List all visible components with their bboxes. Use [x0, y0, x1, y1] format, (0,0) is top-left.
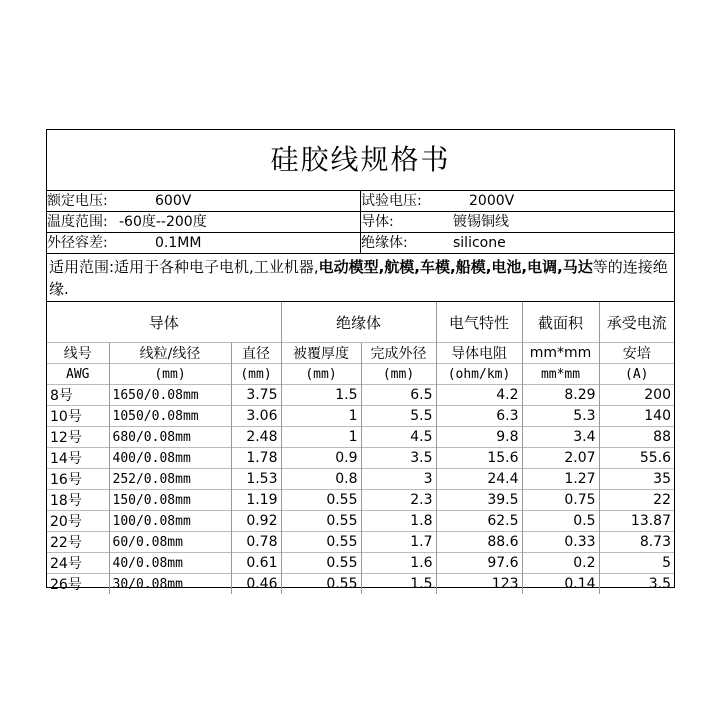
spec-cell-right [360, 212, 674, 232]
table-cell: 2.07 [522, 448, 599, 469]
table-cell: 22 [599, 490, 674, 511]
unit-label: (mm) [361, 364, 436, 385]
spec-cell-right [360, 233, 674, 253]
table-cell: 150/0.08mm [109, 490, 231, 511]
spec-label: 外径容差: [47, 235, 108, 251]
table-cell: 4.5 [361, 427, 436, 448]
table-cell: 6.3 [436, 406, 522, 427]
unit-label: (mm) [109, 364, 231, 385]
table-cell: 0.55 [281, 553, 361, 574]
table-cell: 88.6 [436, 532, 522, 553]
table-cell: 1.5 [281, 385, 361, 406]
table-row [47, 511, 674, 532]
column-header: 安培 [599, 343, 674, 364]
spec-label: 温度范围: [47, 214, 108, 230]
table-cell: 0.75 [522, 490, 599, 511]
table-cell: 22号 [47, 532, 109, 553]
column-header: 直径 [231, 343, 281, 364]
unit-label: (mm) [231, 364, 281, 385]
table-cell: 1 [281, 427, 361, 448]
table-cell: 26号 [47, 574, 109, 595]
table-cell: 60/0.08mm [109, 532, 231, 553]
table-cell: 62.5 [436, 511, 522, 532]
column-header: mm*mm [522, 343, 599, 364]
table-cell: 55.6 [599, 448, 674, 469]
table-cell: 0.33 [522, 532, 599, 553]
table-cell: 8.29 [522, 385, 599, 406]
table-row [47, 490, 674, 511]
table-cell: 0.14 [522, 574, 599, 595]
spec-label: 额定电压: [47, 193, 108, 209]
table-cell: 3.75 [231, 385, 281, 406]
spec-table [47, 302, 674, 594]
table-cell: 18号 [47, 490, 109, 511]
table-cell: 0.2 [522, 553, 599, 574]
table-cell: 1 [281, 406, 361, 427]
table-row [47, 469, 674, 490]
table-cell: 20号 [47, 511, 109, 532]
table-cell: 3 [361, 469, 436, 490]
spec-value: 2000V [469, 193, 515, 209]
column-header: 被覆厚度 [281, 343, 361, 364]
table-cell: 12号 [47, 427, 109, 448]
spec-cell-left [47, 212, 360, 232]
table-cell: 1.6 [361, 553, 436, 574]
column-header: 线号 [47, 343, 109, 364]
table-cell: 0.8 [281, 469, 361, 490]
table-cell: 24号 [47, 553, 109, 574]
table-cell: 2.48 [231, 427, 281, 448]
table-cell: 39.5 [436, 490, 522, 511]
table-cell: 0.5 [522, 511, 599, 532]
table-cell: 252/0.08mm [109, 469, 231, 490]
spec-row [47, 191, 674, 212]
spec-value: -60度--200度 [119, 214, 207, 230]
group-current: 承受电流 [599, 302, 674, 343]
column-header-row [47, 343, 674, 364]
unit-label: (mm) [281, 364, 361, 385]
table-cell: 100/0.08mm [109, 511, 231, 532]
applications-suffix: 等的连接绝缘. [49, 258, 668, 298]
table-cell: 97.6 [436, 553, 522, 574]
table-cell: 200 [599, 385, 674, 406]
table-cell: 5 [599, 553, 674, 574]
sheet-title: 硅胶线规格书 [47, 130, 674, 191]
spec-label: 试验电压: [361, 193, 422, 209]
group-cross-section: 截面积 [522, 302, 599, 343]
applications-bold: 电动模型,航模,车模,船模,电池,电调,马达 [318, 258, 593, 276]
table-cell: 16号 [47, 469, 109, 490]
column-header: 完成外径 [361, 343, 436, 364]
table-cell: 3.5 [361, 448, 436, 469]
table-cell: 8.73 [599, 532, 674, 553]
table-cell: 3.5 [599, 574, 674, 595]
table-cell: 140 [599, 406, 674, 427]
spec-sheet [46, 129, 675, 593]
table-cell: 0.78 [231, 532, 281, 553]
spec-value: 镀锡铜线 [453, 214, 509, 230]
table-cell: 0.46 [231, 574, 281, 595]
table-cell: 13.87 [599, 511, 674, 532]
spec-row [47, 212, 674, 233]
table-cell: 1050/0.08mm [109, 406, 231, 427]
table-row [47, 427, 674, 448]
unit-label: AWG [47, 364, 109, 385]
group-conductor: 导体 [148, 313, 179, 332]
table-cell: 5.3 [522, 406, 599, 427]
table-cell: 3.06 [231, 406, 281, 427]
table-cell: 0.9 [281, 448, 361, 469]
spec-cell-right [360, 191, 674, 211]
group-insulation: 绝缘体 [281, 302, 436, 343]
spec-value: 0.1MM [155, 235, 202, 251]
table-cell: 0.92 [231, 511, 281, 532]
table-cell: 40/0.08mm [109, 553, 231, 574]
table-row [47, 532, 674, 553]
table-cell: 1.5 [361, 574, 436, 595]
table-cell: 6.5 [361, 385, 436, 406]
column-header: 线粒/线径 [109, 343, 231, 364]
column-header: 导体电阻 [436, 343, 522, 364]
table-cell: 680/0.08mm [109, 427, 231, 448]
spec-label: 导体: [361, 214, 394, 230]
table-cell: 0.55 [281, 490, 361, 511]
table-cell: 15.6 [436, 448, 522, 469]
table-cell: 24.4 [436, 469, 522, 490]
table-cell: 0.55 [281, 532, 361, 553]
table-cell: 1.19 [231, 490, 281, 511]
table-cell: 10号 [47, 406, 109, 427]
table-cell: 5.5 [361, 406, 436, 427]
table-cell: 0.61 [231, 553, 281, 574]
table-cell: 0.55 [281, 574, 361, 595]
table-cell: 1650/0.08mm [109, 385, 231, 406]
table-cell: 3.4 [522, 427, 599, 448]
table-row [47, 448, 674, 469]
table-cell: 1.27 [522, 469, 599, 490]
table-cell: 0.55 [281, 511, 361, 532]
table-cell: 4.2 [436, 385, 522, 406]
spec-cell-left [47, 191, 360, 211]
unit-label: (A) [599, 364, 674, 385]
table-cell: 14号 [47, 448, 109, 469]
unit-label: (ohm/km) [436, 364, 522, 385]
spec-value: silicone [453, 235, 506, 251]
table-row [47, 385, 674, 406]
table-cell: 123 [436, 574, 522, 595]
spec-cell-left [47, 233, 360, 253]
table-row [47, 574, 674, 595]
table-cell: 9.8 [436, 427, 522, 448]
table-cell: 1.53 [231, 469, 281, 490]
table-cell: 1.7 [361, 532, 436, 553]
unit-label: mm*mm [522, 364, 599, 385]
applications-text [47, 254, 674, 302]
table-cell: 400/0.08mm [109, 448, 231, 469]
table-cell: 88 [599, 427, 674, 448]
applications-prefix: 适用范围:适用于各种电子电机,工业机器, [49, 258, 319, 276]
table-row [47, 406, 674, 427]
table-cell: 35 [599, 469, 674, 490]
spec-value: 600V [155, 193, 192, 209]
table-cell: 2.3 [361, 490, 436, 511]
group-electrical: 电气特性 [436, 302, 522, 343]
table-cell: 1.78 [231, 448, 281, 469]
table-cell: 30/0.08mm [109, 574, 231, 595]
table-row [47, 553, 674, 574]
unit-row [47, 364, 674, 385]
table-cell: 8号 [47, 385, 109, 406]
group-header-row [47, 302, 674, 343]
spec-row [47, 233, 674, 254]
table-cell: 1.8 [361, 511, 436, 532]
spec-label: 绝缘体: [361, 235, 408, 251]
